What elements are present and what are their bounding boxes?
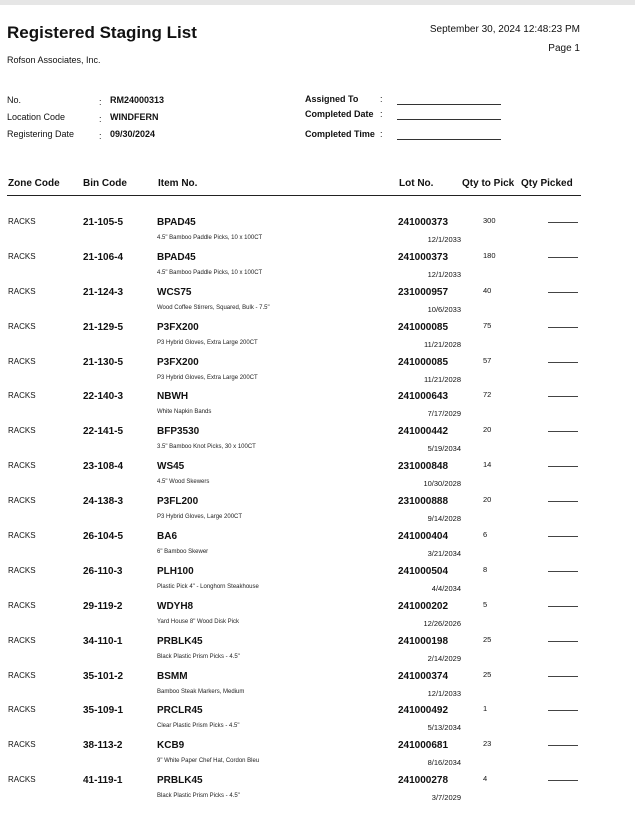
- lot-no-cell: 241000085: [398, 356, 449, 368]
- item-description-cell: 4.5" Bamboo Paddle Picks, 10 x 100CT: [157, 269, 263, 276]
- qty-to-pick-cell: 20: [483, 495, 492, 505]
- assignment-info: [305, 94, 505, 144]
- table-row: [7, 212, 581, 247]
- lot-date-cell: 3/7/2029: [431, 793, 461, 803]
- col-lot-no: Lot No.: [399, 178, 434, 189]
- zone-code-cell: RACKS: [8, 391, 36, 401]
- lot-no-cell: 241000681: [398, 740, 449, 752]
- page-number: Page 1: [548, 43, 580, 54]
- lot-no-cell: 241000198: [398, 635, 449, 647]
- lot-date-cell: 10/6/2033: [427, 304, 461, 314]
- item-description-cell: Wood Coffee Stirrers, Squared, Bulk - 7.5": [157, 304, 270, 311]
- lot-no-cell: 241000202: [398, 600, 449, 612]
- qty-picked-line: [548, 536, 578, 537]
- bin-code-cell: 26-104-5: [83, 531, 124, 543]
- company-name: Rofson Associates, Inc.: [7, 55, 101, 65]
- item-description-cell: White Napkin Bands: [157, 409, 212, 416]
- lot-date-cell: 11/21/2028: [424, 374, 461, 384]
- lot-no-cell: 241000085: [398, 321, 449, 333]
- assigned-to-colon: :: [380, 94, 383, 104]
- lot-no-cell: 241000373: [398, 251, 449, 263]
- top-bar: [0, 0, 635, 5]
- lot-date-cell: 5/19/2034: [427, 444, 461, 454]
- table-row: [7, 491, 581, 526]
- item-no-cell: WS45: [157, 461, 185, 473]
- col-qty-picked: Qty Picked: [521, 178, 573, 189]
- lot-no-cell: 231000888: [398, 496, 449, 508]
- report-title: Registered Staging List: [7, 23, 197, 42]
- lot-date-cell: 12/1/2033: [427, 688, 461, 698]
- qty-picked-line: [548, 292, 578, 293]
- bin-code-cell: 38-113-2: [83, 740, 123, 752]
- zone-code-cell: RACKS: [8, 565, 36, 575]
- col-zone-code: Zone Code: [8, 178, 60, 189]
- qty-picked-line: [548, 606, 578, 607]
- location-code-colon: :: [99, 114, 102, 124]
- lot-no-cell: 241000404: [398, 531, 449, 543]
- table-row: [7, 735, 581, 770]
- zone-code-cell: RACKS: [8, 426, 36, 436]
- table-row: [7, 596, 581, 631]
- bin-code-cell: 29-119-2: [83, 600, 123, 612]
- qty-to-pick-cell: 5: [483, 599, 488, 609]
- item-no-cell: PRBLK45: [157, 775, 203, 787]
- location-code-label: Location Code: [7, 112, 66, 122]
- item-no-cell: PRCLR45: [157, 705, 203, 717]
- qty-to-pick-cell: 8: [483, 564, 488, 574]
- zone-code-cell: RACKS: [8, 286, 36, 296]
- item-no-cell: P3FX200: [157, 356, 199, 368]
- qty-to-pick-cell: 6: [483, 530, 488, 540]
- table-row: [7, 421, 581, 456]
- qty-picked-line: [548, 501, 578, 502]
- table-row: [7, 561, 581, 596]
- item-description-cell: Bamboo Steak Markers, Medium: [157, 688, 245, 695]
- qty-picked-line: [548, 327, 578, 328]
- table-row: [7, 317, 581, 352]
- qty-picked-line: [548, 641, 578, 642]
- item-description-cell: Black Plastic Prism Picks - 4.5": [157, 653, 240, 660]
- location-code-value: WINDFERN: [110, 112, 159, 122]
- bin-code-cell: 21-105-5: [83, 217, 124, 228]
- table-row: [7, 247, 581, 282]
- lot-no-cell: 241000442: [398, 426, 449, 438]
- item-description-cell: P3 Hybrid Gloves, Extra Large 200CT: [157, 374, 258, 381]
- completed-time-label: Completed Time: [305, 129, 375, 139]
- zone-code-cell: RACKS: [8, 600, 36, 610]
- bin-code-cell: 21-106-4: [83, 251, 124, 263]
- bin-code-cell: 22-141-5: [83, 426, 124, 438]
- report-datetime: September 30, 2024 12:48:23 PM: [429, 24, 580, 35]
- lot-date-cell: 2/14/2029: [427, 653, 461, 663]
- table-row: [7, 631, 581, 666]
- lot-date-cell: 11/21/2028: [424, 339, 461, 349]
- qty-to-pick-cell: 75: [483, 320, 492, 330]
- lot-date-cell: 12/26/2026: [423, 618, 461, 628]
- qty-to-pick-cell: 23: [483, 739, 492, 749]
- completed-date-colon: :: [380, 109, 383, 119]
- col-bin-code: Bin Code: [83, 178, 127, 189]
- table-row: [7, 456, 581, 491]
- table-header: [7, 178, 581, 196]
- qty-picked-line: [548, 431, 578, 432]
- item-description-cell: P3 Hybrid Gloves, Extra Large 200CT: [157, 339, 258, 346]
- item-no-cell: BPAD45: [157, 251, 196, 263]
- lot-no-cell: 241000643: [398, 391, 449, 403]
- lot-date-cell: 12/1/2033: [427, 269, 461, 279]
- qty-to-pick-cell: 25: [483, 634, 492, 644]
- bin-code-cell: 21-124-3: [83, 286, 124, 298]
- zone-code-cell: RACKS: [8, 705, 36, 715]
- table-row: [7, 526, 581, 561]
- bin-code-cell: 22-140-3: [83, 391, 124, 403]
- qty-to-pick-cell: 1: [483, 704, 488, 714]
- zone-code-cell: RACKS: [8, 635, 36, 645]
- item-no-cell: PLH100: [157, 565, 194, 577]
- item-no-cell: P3FL200: [157, 496, 199, 508]
- item-description-cell: 6" Bamboo Skewer: [157, 549, 209, 556]
- staging-lines: [7, 212, 581, 805]
- zone-code-cell: RACKS: [8, 740, 36, 750]
- item-description-cell: Yard House 8" Wood Disk Pick: [157, 618, 239, 625]
- lot-no-cell: 231000957: [398, 286, 449, 298]
- bin-code-cell: 35-109-1: [83, 705, 124, 717]
- lot-no-cell: 241000278: [398, 775, 449, 787]
- qty-to-pick-cell: 180: [483, 250, 496, 260]
- no-value: RM24000313: [110, 95, 165, 105]
- registering-date-colon: :: [99, 131, 102, 141]
- lot-date-cell: 4/4/2034: [431, 583, 461, 593]
- qty-picked-line: [548, 780, 578, 781]
- lot-no-cell: 241000492: [398, 705, 449, 717]
- zone-code-cell: RACKS: [8, 775, 36, 785]
- item-description-cell: Clear Plastic Prism Picks - 4.5": [157, 723, 240, 730]
- item-description-cell: 3.5" Bamboo Knot Picks, 30 x 100CT: [157, 444, 256, 451]
- lot-no-cell: 231000848: [398, 461, 449, 473]
- bin-code-cell: 35-101-2: [83, 670, 124, 682]
- item-no-cell: NBWH: [157, 391, 189, 403]
- table-row: [7, 700, 581, 735]
- lot-date-cell: 5/13/2034: [427, 723, 461, 733]
- item-description-cell: P3 Hybrid Gloves, Large 200CT: [157, 514, 243, 521]
- assigned-to-label: Assigned To: [305, 94, 359, 104]
- qty-picked-line: [548, 222, 578, 223]
- lot-date-cell: 9/14/2028: [427, 514, 461, 524]
- registering-date-value: 09/30/2024: [110, 129, 156, 139]
- qty-to-pick-cell: 57: [483, 355, 492, 365]
- lot-no-cell: 241000504: [398, 565, 449, 577]
- qty-to-pick-cell: 40: [483, 285, 492, 295]
- table-row: [7, 386, 581, 421]
- qty-to-pick-cell: 72: [483, 390, 492, 400]
- qty-picked-line: [548, 745, 578, 746]
- col-item-no: Item No.: [158, 178, 198, 189]
- bin-code-cell: 34-110-1: [83, 635, 123, 647]
- col-qty-to-pick: Qty to Pick: [462, 178, 515, 189]
- qty-to-pick-cell: 20: [483, 425, 492, 435]
- lot-date-cell: 3/21/2034: [427, 549, 461, 559]
- table-row: [7, 282, 581, 317]
- document-info: [7, 95, 207, 145]
- qty-to-pick-cell: 300: [483, 216, 496, 225]
- item-no-cell: BPAD45: [157, 217, 196, 228]
- qty-to-pick-cell: 25: [483, 669, 492, 679]
- zone-code-cell: RACKS: [8, 356, 36, 366]
- lot-date-cell: 8/16/2034: [427, 758, 461, 768]
- item-no-cell: BSMM: [157, 670, 188, 682]
- zone-code-cell: RACKS: [8, 670, 36, 680]
- qty-picked-line: [548, 676, 578, 677]
- item-no-cell: KCB9: [157, 740, 185, 752]
- item-no-cell: WCS75: [157, 286, 192, 298]
- zone-code-cell: RACKS: [8, 461, 36, 471]
- lot-date-cell: 12/1/2033: [427, 235, 461, 244]
- no-colon: :: [99, 97, 102, 107]
- bin-code-cell: 23-108-4: [83, 461, 124, 473]
- bin-code-cell: 21-130-5: [83, 356, 124, 368]
- item-no-cell: WDYH8: [157, 600, 194, 612]
- bin-code-cell: 26-110-3: [83, 565, 123, 577]
- bin-code-cell: 41-119-1: [83, 775, 123, 787]
- zone-code-cell: RACKS: [8, 251, 36, 261]
- qty-picked-line: [548, 362, 578, 363]
- no-label: No.: [7, 95, 22, 105]
- zone-code-cell: RACKS: [8, 321, 36, 331]
- registering-date-label: Registering Date: [7, 129, 75, 139]
- lot-date-cell: 7/17/2029: [427, 409, 461, 419]
- qty-to-pick-cell: 14: [483, 460, 492, 470]
- qty-picked-line: [548, 710, 578, 711]
- item-no-cell: BFP3530: [157, 426, 200, 438]
- table-row: [7, 770, 581, 805]
- qty-to-pick-cell: 4: [483, 774, 488, 784]
- bin-code-cell: 24-138-3: [83, 496, 124, 508]
- completed-date-line: [397, 119, 501, 120]
- table-row: [7, 666, 581, 701]
- item-description-cell: 9" White Paper Chef Hat, Cordon Bleu: [157, 758, 260, 765]
- bin-code-cell: 21-129-5: [83, 321, 124, 333]
- assigned-to-line: [397, 104, 501, 105]
- lot-no-cell: 241000373: [398, 217, 449, 228]
- item-description-cell: Plastic Pick 4" - Longhorn Steakhouse: [157, 583, 259, 590]
- qty-picked-line: [548, 571, 578, 572]
- zone-code-cell: RACKS: [8, 531, 36, 541]
- item-description-cell: 4.5" Wood Skewers: [157, 479, 210, 486]
- item-no-cell: PRBLK45: [157, 635, 203, 647]
- qty-picked-line: [548, 466, 578, 467]
- item-no-cell: P3FX200: [157, 321, 199, 333]
- item-description-cell: 4.5" Bamboo Paddle Picks, 10 x 100CT: [157, 235, 263, 241]
- completed-date-label: Completed Date: [305, 109, 374, 119]
- qty-picked-line: [548, 396, 578, 397]
- completed-time-line: [397, 139, 501, 140]
- item-description-cell: Black Plastic Prism Picks - 4.5": [157, 793, 240, 800]
- item-no-cell: BA6: [157, 531, 178, 543]
- qty-picked-line: [548, 257, 578, 258]
- completed-time-colon: :: [380, 129, 383, 139]
- lot-no-cell: 241000374: [398, 670, 449, 682]
- table-row: [7, 352, 581, 387]
- zone-code-cell: RACKS: [8, 217, 36, 226]
- zone-code-cell: RACKS: [8, 496, 36, 506]
- lot-date-cell: 10/30/2028: [423, 479, 461, 489]
